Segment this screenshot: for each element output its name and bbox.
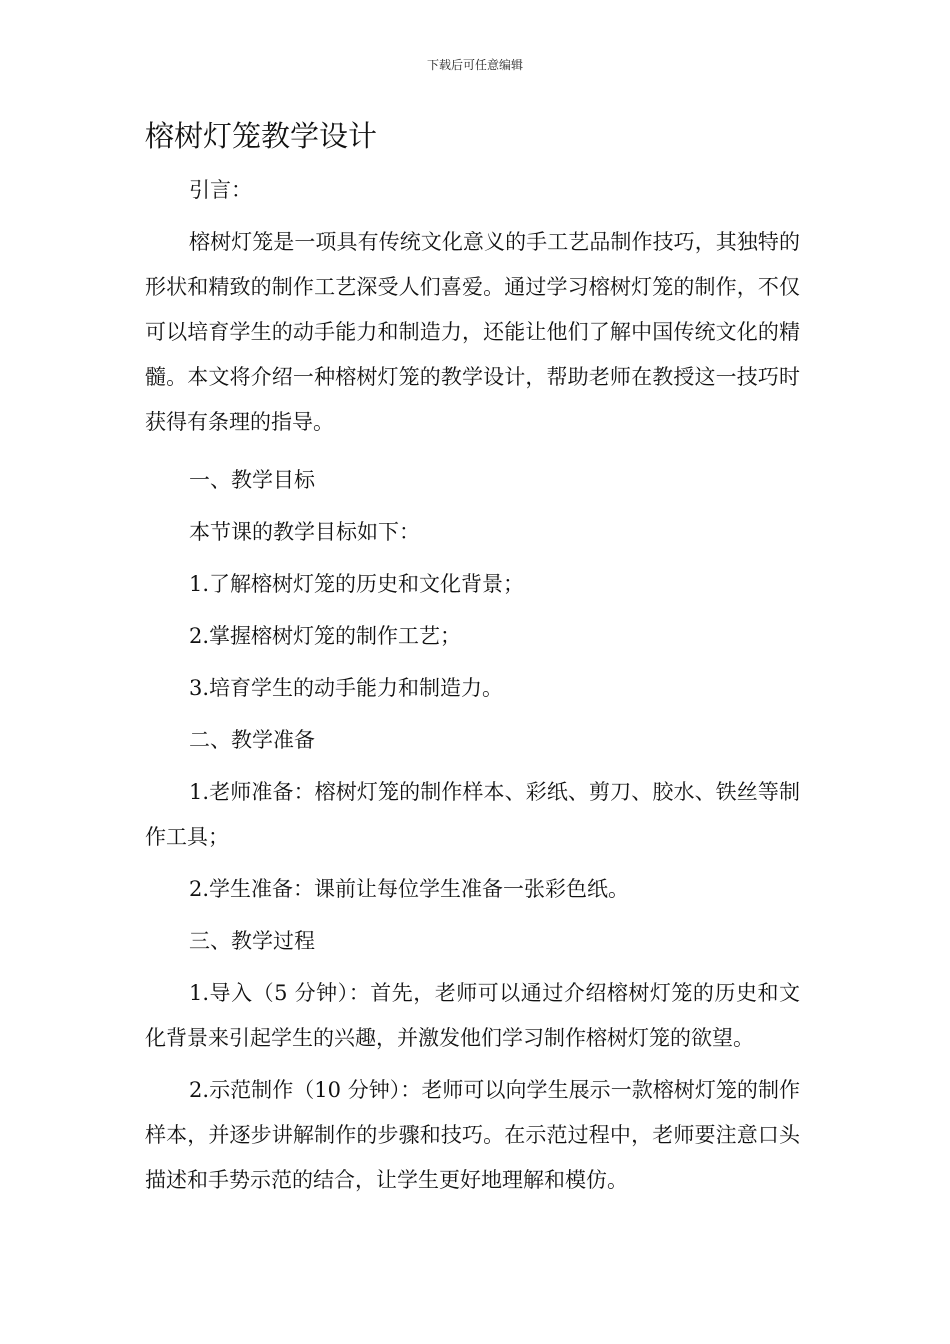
section-heading-preparation: 二、教学准备 xyxy=(189,728,315,752)
list-item-prep-teacher: 1.老师准备：榕树灯笼的制作样本、彩纸、剪刀、胶水、铁丝等制作工具； xyxy=(145,780,800,849)
list-item-goal-3: 3.培育学生的动手能力和制造力。 xyxy=(189,676,504,700)
section-heading-process: 三、教学过程 xyxy=(189,929,315,953)
header-note: 下载后可任意编辑 xyxy=(426,58,523,72)
section-heading-goals: 一、教学目标 xyxy=(189,468,315,492)
list-item-prep-student: 2.学生准备：课前让每位学生准备一张彩色纸。 xyxy=(189,877,630,901)
paragraph-intro-label: 引言： xyxy=(189,178,252,202)
list-item-goal-2: 2.掌握榕树灯笼的制作工艺； xyxy=(189,624,462,648)
list-item-goal-1: 1.了解榕树灯笼的历史和文化背景； xyxy=(189,572,525,596)
paragraph-goals-intro: 本节课的教学目标如下： xyxy=(189,520,420,544)
paragraph-intro-text: 榕树灯笼是一项具有传统文化意义的手工艺品制作技巧，其独特的形状和精致的制作工艺深受人们喜爱。通过学习榕树灯笼的制作，不仅可以培育学生的动手能力和制造力，还能让他们了解中国传统文化的精髓。本文将介绍一种榕树灯笼的教学设计，帮助老师在教授这一技巧时获得有条理的指导。 xyxy=(145,230,800,434)
document-body xyxy=(145,168,800,1203)
document-title: 榕树灯笼教学设计 xyxy=(145,119,378,153)
list-item-process-1: 1.导入（5 分钟）：首先，老师可以通过介绍榕树灯笼的历史和文化背景来引起学生的兴趣，并激发他们学习制作榕树灯笼的欲望。 xyxy=(145,981,800,1050)
list-item-process-2: 2.示范制作（10 分钟）：老师可以向学生展示一款榕树灯笼的制作样本，并逐步讲解制作的步骤和技巧。在示范过程中，老师要注意口头描述和手势示范的结合，让学生更好地理解和模仿。 xyxy=(145,1078,800,1192)
